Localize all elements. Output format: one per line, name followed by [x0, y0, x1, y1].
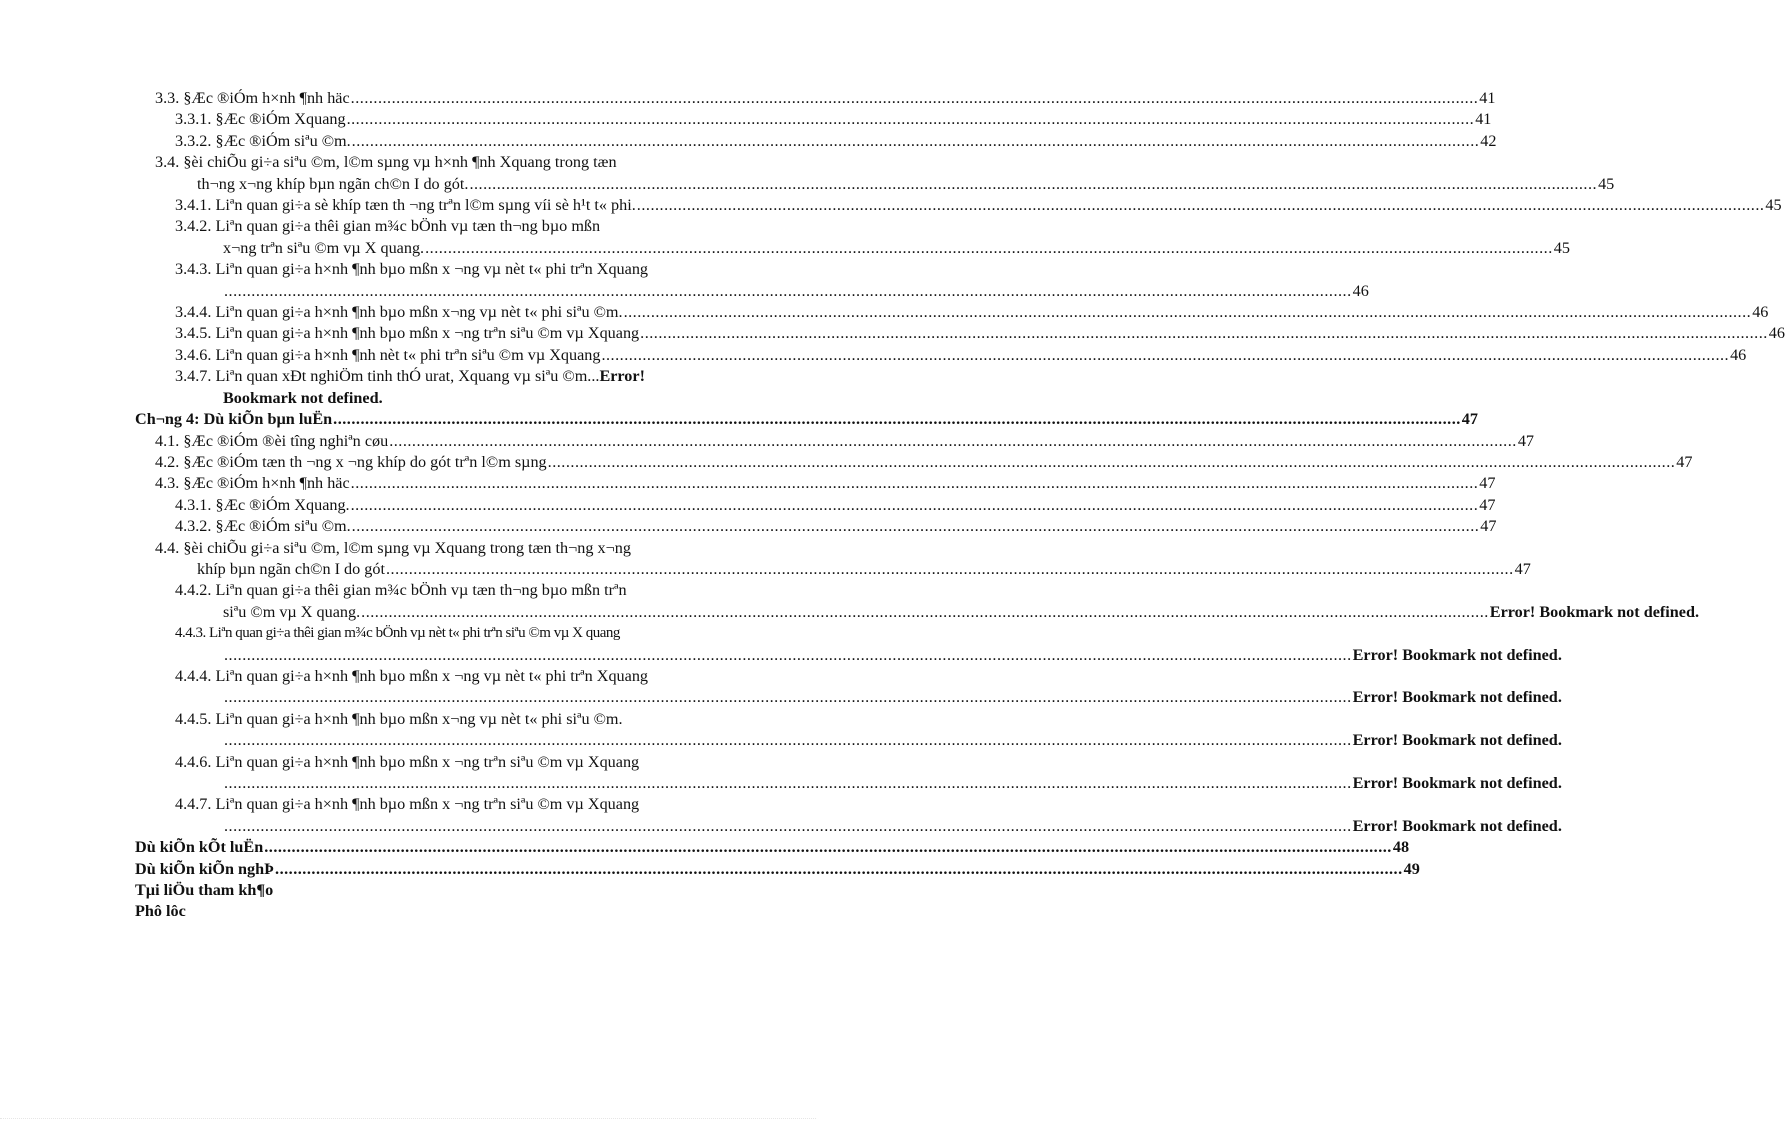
toc-entry-title: siªu ©m vµ X quang.: [223, 602, 361, 621]
toc-entry-title: x¬ng trªn siªu ©m vµ X quang.: [223, 238, 425, 257]
toc-entry-title: th¬ng x¬ng khíp bµn ngãn ch©n I do gót.: [197, 174, 469, 193]
toc-leader-dots: [352, 131, 1480, 152]
toc-page-number: 47: [1479, 474, 1496, 493]
toc-entry-title: 3.3.2. §Æc ®iÓm siªu ©m.: [175, 131, 351, 150]
toc-entry[interactable]: [135, 473, 1496, 494]
toc-chapter-entry[interactable]: [135, 859, 1420, 880]
toc-error-text: Error! Bookmark not defined.: [1352, 688, 1562, 707]
toc-entry-line[interactable]: 4.4.6. Liªn quan gi÷a h×nh ¶nh bµo mßn x ¬ng trªn siªu ©m vµ Xquang: [175, 752, 640, 771]
toc-entry-title: 4.2. §Æc ®iÓm tæn th ¬ng x ¬ng khíp do gót trªn l©m sµng: [155, 452, 547, 471]
toc-entry-title: 3.4.5. Liªn quan gi÷a h×nh ¶nh bµo mßn x ¬ng trªn siªu ©m vµ Xquang: [175, 324, 640, 343]
toc-entry-title: 3.4.7. Liªn quan xÐt nghiÖm tinh thÓ urat, Xquang vµ siªu ©m...: [175, 367, 600, 386]
toc-page-number: 47: [1676, 452, 1693, 471]
toc-error-text: Error! Bookmark not defined.: [1352, 774, 1562, 792]
toc-error-text: Error! Bookmark not defined.: [1352, 645, 1562, 664]
toc-page-number: 46: [1768, 324, 1785, 343]
toc-page-number: 45: [1598, 174, 1615, 193]
toc-page-number: 42: [1480, 131, 1497, 150]
table-of-contents: [135, 88, 1785, 923]
toc-page-number: 45: [1765, 196, 1782, 215]
toc-leader-dots: [351, 88, 1479, 109]
toc-entry[interactable]: [135, 323, 1785, 344]
toc-entry-line[interactable]: 4.4.3. Liªn quan gi÷a thêi gian m¾c bÖnh vµ nèt t« phi trªn siªu ©m vµ X quang: [175, 625, 620, 642]
toc-entry-title: 3.4.1. Liªn quan gi÷a sè khíp tæn th ¬ng trªn l©m sµng víi sè h¹t t« phi.: [175, 196, 636, 215]
toc-leader-dots: [389, 431, 1517, 452]
toc-chapter-entry[interactable]: [135, 837, 1410, 858]
toc-references-heading[interactable]: Tµi liÖu tham kh¶o: [135, 881, 274, 900]
toc-leader-dots: [361, 602, 1489, 623]
toc-entry[interactable]: [135, 516, 1497, 537]
toc-entry-continuation[interactable]: [135, 559, 1531, 580]
toc-entry-line[interactable]: 4.4. §èi chiÕu gi÷a siªu ©m, l©m sµng vµ Xquang trong tæn th¬ng x¬ng: [155, 538, 631, 557]
toc-entry[interactable]: [135, 109, 1492, 130]
toc-entry[interactable]: [135, 195, 1782, 216]
toc-entry-continuation[interactable]: [135, 773, 1562, 794]
toc-entry-continuation[interactable]: [135, 687, 1562, 708]
toc-entry-continuation[interactable]: [135, 602, 1700, 623]
toc-error-text: Error!: [599, 367, 645, 386]
toc-leader-dots: [425, 238, 1553, 259]
toc-entry[interactable]: [135, 366, 740, 387]
toc-entry-title: Ch¬ng 4: Dù kiÕn bµn luËn: [135, 410, 333, 429]
toc-entry-line[interactable]: 4.4.7. Liªn quan gi÷a h×nh ¶nh bµo mßn x ¬ng trªn siªu ©m vµ Xquang: [175, 795, 640, 814]
toc-page-number: 45: [1553, 238, 1570, 257]
toc-leader-dots: [347, 109, 1475, 130]
toc-entry-title: 4.3. §Æc ®iÓm h×nh ¶nh häc: [155, 474, 350, 493]
toc-leader-dots: [333, 409, 1461, 430]
toc-error-text: Error! Bookmark not defined.: [1489, 602, 1700, 621]
toc-leader-dots: [275, 859, 1403, 880]
toc-entry-line[interactable]: 4.4.2. Liªn quan gi÷a thêi gian m¾c bÖnh vµ tæn th¬ng bµo mßn trªn: [175, 581, 627, 600]
toc-leader-dots: [469, 174, 1597, 195]
toc-leader-dots: [548, 452, 1676, 473]
toc-page-number: 48: [1392, 838, 1410, 857]
toc-entry-title: Dù kiÕn kiÕn nghÞ: [135, 859, 275, 878]
toc-page-number: 49: [1403, 859, 1420, 878]
toc-entry-continuation[interactable]: [135, 238, 1570, 259]
toc-entry-title: khíp bµn ngãn ch©n I do gót: [197, 559, 385, 578]
toc-entry-line[interactable]: 3.4. §èi chiÕu gi÷a siªu ©m, l©m sµng vµ h×nh ¶nh Xquang trong tæn: [155, 153, 617, 172]
toc-entry[interactable]: [135, 452, 1693, 473]
toc-entry-line[interactable]: 4.4.5. Liªn quan gi÷a h×nh ¶nh bµo mßn x¬ng vµ nèt t« phi siªu ©m.: [175, 709, 623, 728]
toc-entry-continuation[interactable]: [135, 645, 1562, 666]
toc-error-text: Error! Bookmark not defined.: [1352, 816, 1562, 835]
toc-leader-dots: [637, 195, 1765, 216]
toc-leader-dots: [224, 773, 1352, 794]
toc-leader-dots: [640, 323, 1768, 344]
toc-leader-dots: [224, 687, 1352, 708]
toc-entry-continuation[interactable]: [135, 174, 1615, 195]
toc-leader-dots: [224, 730, 1352, 751]
toc-page-number: 47: [1479, 495, 1496, 514]
toc-chapter-entry[interactable]: [135, 409, 1478, 430]
toc-page-number: 41: [1479, 89, 1496, 107]
toc-entry[interactable]: [135, 495, 1496, 516]
toc-entry[interactable]: [135, 431, 1534, 452]
toc-page-number: 47: [1517, 431, 1534, 450]
toc-page-number: 46: [1752, 303, 1769, 322]
toc-entry[interactable]: [135, 131, 1497, 152]
toc-leader-dots: [264, 837, 1392, 858]
toc-entry-continuation[interactable]: [135, 730, 1562, 751]
toc-page-number: 46: [1352, 281, 1369, 300]
toc-page-number: 46: [1730, 345, 1747, 364]
toc-leader-dots: [624, 302, 1752, 323]
toc-entry-continuation[interactable]: [135, 281, 1369, 302]
toc-entry-line[interactable]: 4.4.4. Liªn quan gi÷a h×nh ¶nh bµo mßn x ¬ng vµ nèt t« phi trªn Xquang: [175, 666, 649, 685]
toc-leader-dots: [351, 473, 1479, 494]
toc-appendix-heading[interactable]: Phô lôc: [135, 902, 186, 921]
toc-leader-dots: [352, 516, 1480, 537]
toc-entry-title: 3.3. §Æc ®iÓm h×nh ¶nh häc: [155, 89, 350, 107]
toc-entry-title: 3.3.1. §Æc ®iÓm Xquang: [175, 110, 346, 129]
toc-entry-continuation[interactable]: [135, 816, 1562, 837]
toc-entry-line[interactable]: 3.4.3. Liªn quan gi÷a h×nh ¶nh bµo mßn x ¬ng vµ nèt t« phi trªn Xquang: [175, 260, 649, 279]
toc-leader-dots: [351, 495, 1479, 516]
toc-error-text: Error! Bookmark not defined.: [1352, 731, 1562, 750]
toc-leader-dots: [386, 559, 1514, 580]
toc-entry-line[interactable]: 3.4.2. Liªn quan gi÷a thêi gian m¾c bÖnh vµ tæn th¬ng bµo mßn: [175, 217, 601, 236]
toc-entry-title: 4.3.1. §Æc ®iÓm Xquang.: [175, 495, 350, 514]
toc-leader-dots: [224, 816, 1352, 837]
page-bottom-divider: [0, 1118, 816, 1119]
toc-entry-title: 3.4.6. Liªn quan gi÷a h×nh ¶nh nèt t« phi trªn siªu ©m vµ Xquang: [175, 345, 601, 364]
toc-entry[interactable]: [135, 302, 1769, 323]
toc-entry[interactable]: [135, 88, 1496, 109]
toc-leader-dots: [224, 281, 1352, 302]
toc-leader-dots: [224, 645, 1352, 666]
toc-leader-dots: [601, 345, 1729, 366]
toc-entry-title: 4.1. §Æc ®iÓm ®èi tîng nghiªn cøu: [155, 431, 389, 450]
toc-entry-title: Dù kiÕn kÕt luËn: [135, 838, 264, 857]
toc-page-number: 47: [1480, 517, 1497, 536]
toc-entry[interactable]: [135, 345, 1747, 366]
toc-page-number: 47: [1461, 410, 1478, 429]
toc-page-number: 47: [1514, 559, 1531, 578]
toc-entry-title: 4.3.2. §Æc ®iÓm siªu ©m.: [175, 517, 351, 536]
toc-entry-title: 3.4.4. Liªn quan gi÷a h×nh ¶nh bµo mßn x¬ng vµ nèt t« phi siªu ©m.: [175, 303, 623, 322]
toc-page-number: 41: [1475, 110, 1492, 129]
toc-error-continuation: Bookmark not defined.: [223, 388, 383, 407]
